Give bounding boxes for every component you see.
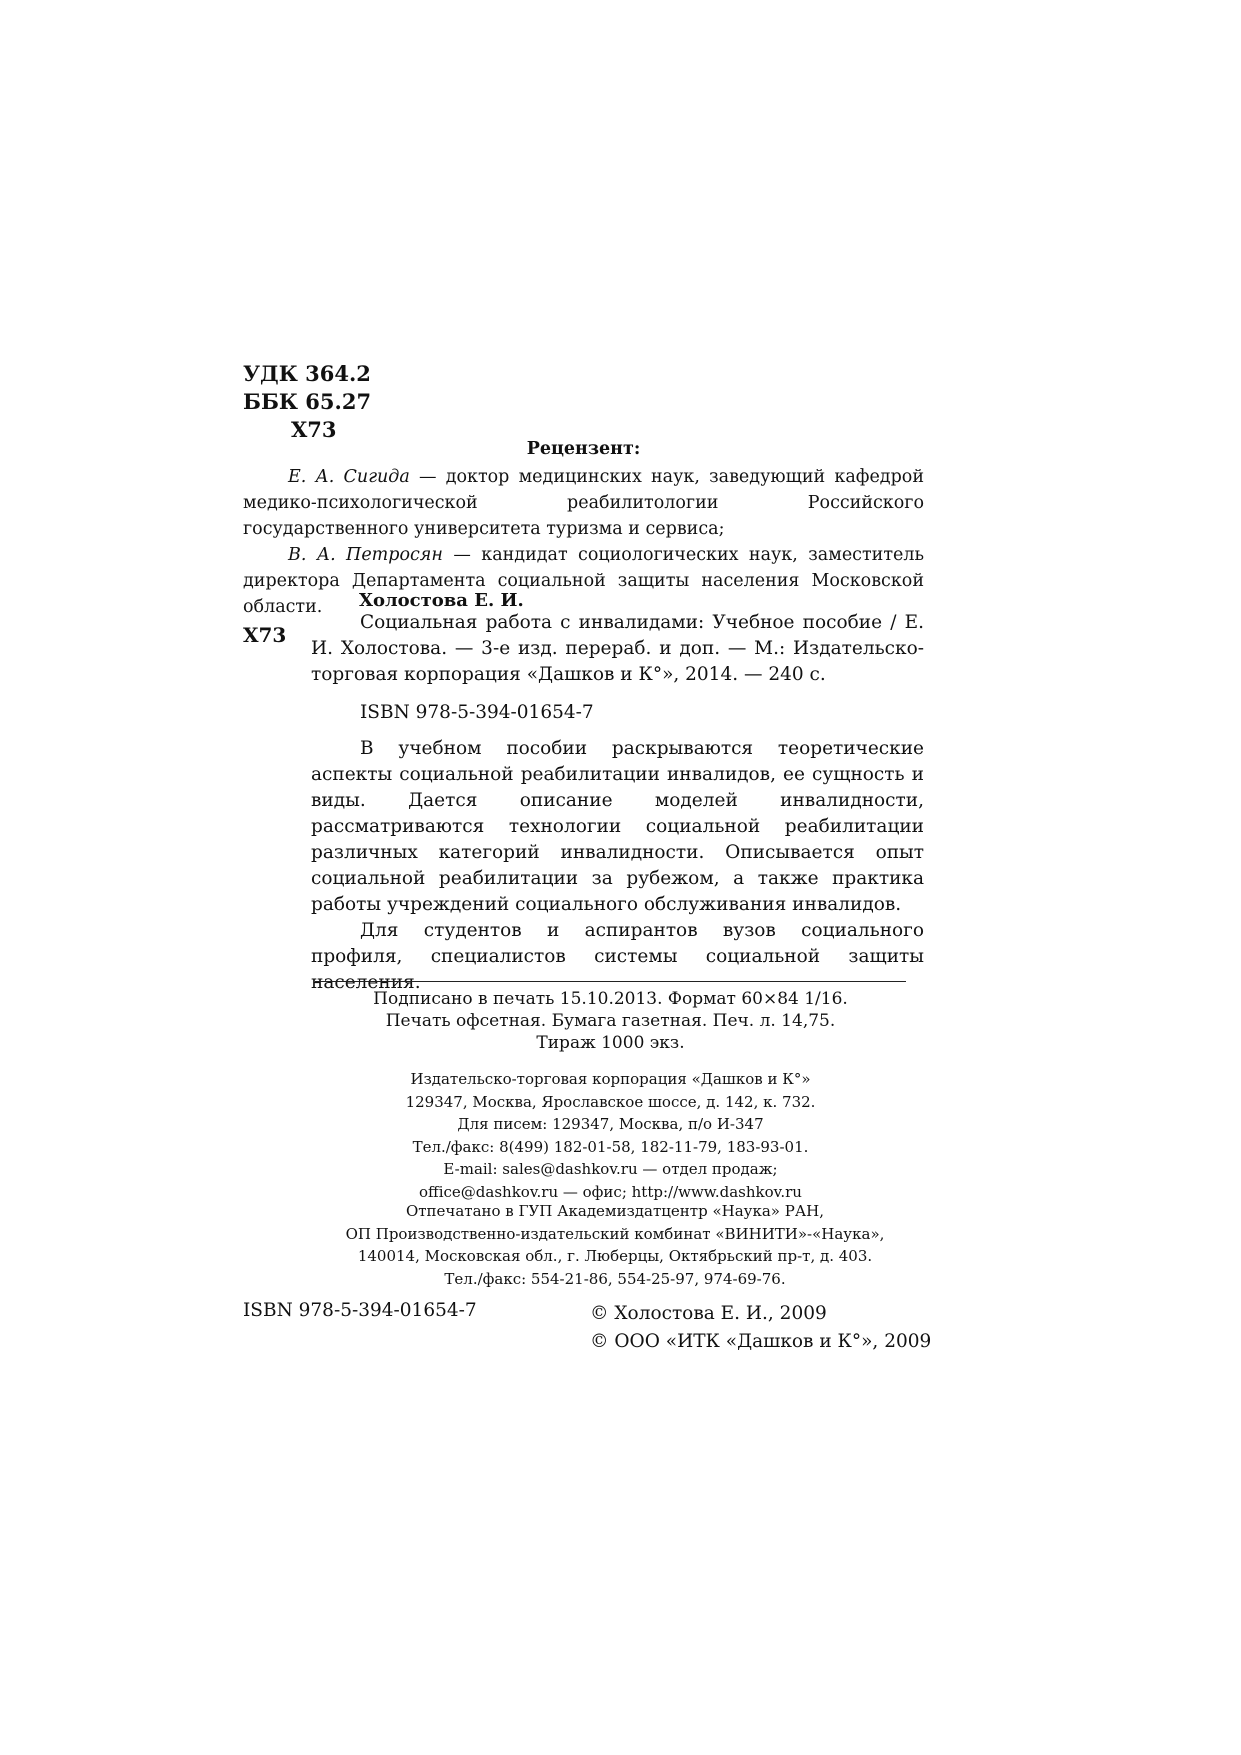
reviewers-section	[243, 436, 924, 620]
copyright-notice	[590, 1300, 931, 1356]
copyright-line: © Холостова Е. И., 2009	[590, 1303, 827, 1324]
imprint-line: Тираж 1000 экз.	[536, 1033, 685, 1053]
printer-info	[250, 1200, 980, 1290]
reviewer-entry	[243, 464, 924, 542]
reviewer-description: — доктор медицинских наук, заведующий кафедрой медико-психологической реабилитологии Российского государственного университета туризма и сервиса;	[243, 467, 924, 539]
publisher-line: Издательско-торговая корпорация «Дашков и К°»	[410, 1070, 811, 1088]
bibliographic-text: Социальная работа с инвалидами: Учебное пособие / Е. И. Холостова. — 3-е изд. перераб. и доп. — М.: Издательско-торговая корпорация «Дашков и К°», 2014. — 240 с.	[311, 612, 924, 685]
printer-line: Тел./факс: 554-21-86, 554-25-97, 974-69-76.	[444, 1269, 786, 1288]
publisher-info	[315, 1068, 906, 1203]
publisher-line: Для писем: 129347, Москва, п/о И-347	[457, 1115, 764, 1133]
printer-line: 140014, Московская обл., г. Люберцы, Октябрьский пр-т, д. 403.	[357, 1247, 873, 1265]
publisher-line: E-mail: sales@dashkov.ru — отдел продаж;	[443, 1160, 778, 1178]
divider	[315, 981, 906, 982]
bibliographic-description	[311, 610, 924, 688]
abstract	[311, 736, 924, 996]
imprint-info	[315, 988, 906, 1054]
book-author: Холостова Е. И.	[359, 590, 524, 611]
author-mark: Х73	[291, 417, 337, 442]
publisher-line: 129347, Москва, Ярославское шоссе, д. 142, к. 732.	[405, 1092, 816, 1111]
reviewer-description: — кандидат социологических наук, заместитель директора Департамента социальной защиты населения Московской области.	[243, 545, 924, 617]
imprint-line: Подписано в печать 15.10.2013. Формат 60×84 1/16.	[373, 989, 848, 1009]
publisher-line: office@dashkov.ru — офис; http://www.dashkov.ru	[419, 1182, 802, 1201]
bbk-code: ББК 65.27	[243, 389, 372, 414]
classification-codes	[243, 360, 371, 444]
copyright-line: © ООО «ИТК «Дашков и К°», 2009	[590, 1331, 932, 1352]
udk-code: УДК 364.2	[243, 361, 371, 386]
printer-line: Отпечатано в ГУП Академиздатцентр «Наука» РАН,	[405, 1202, 825, 1220]
reviewer-entry	[243, 542, 924, 620]
publisher-line: Тел./факс: 8(499) 182-01-58, 182-11-79, 183-93-01.	[412, 1137, 809, 1156]
reviewer-name: Е. А. Сигида	[288, 467, 410, 487]
imprint-line: Печать офсетная. Бумага газетная. Печ. л. 14,75.	[385, 1011, 836, 1031]
printer-line: ОП Производственно-издательский комбинат «ВИНИТИ»-«Наука»,	[345, 1224, 885, 1243]
margin-author-mark: Х73	[243, 623, 287, 647]
footer-isbn: ISBN 978-5-394-01654-7	[243, 1300, 477, 1321]
reviewers-title: Рецензент:	[526, 439, 641, 459]
isbn: ISBN 978-5-394-01654-7	[360, 702, 594, 723]
abstract-paragraph: Для студентов и аспирантов вузов социального профиля, специалистов системы социальной защиты населения.	[311, 920, 924, 993]
reviewer-name: В. А. Петросян	[288, 545, 443, 565]
abstract-paragraph: В учебном пособии раскрываются теоретические аспекты социальной реабилитации инвалидов, ее сущность и виды. Дается описание моделей инвалидности, рассматриваются технологии социальной реабилитации различных категорий инвалидности. Описывается опыт социальной реабилитации за рубежом, а также практика работы учреждений социального обслуживания инвалидов.	[311, 738, 924, 915]
